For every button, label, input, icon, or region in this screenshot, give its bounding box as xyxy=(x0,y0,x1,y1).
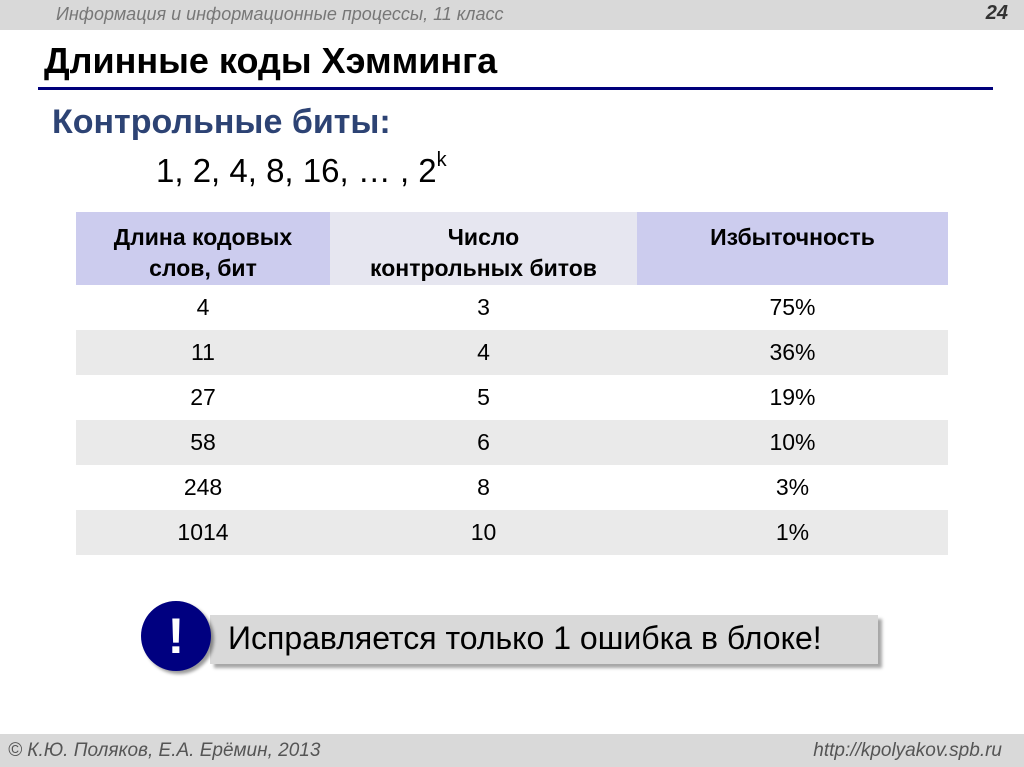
callout-text: Исправляется только 1 ошибка в блоке! xyxy=(228,620,822,656)
header-check-bits xyxy=(330,212,637,285)
cell-check-bits: 10 xyxy=(330,510,637,555)
table-row xyxy=(76,510,948,555)
cell-code-length: 11 xyxy=(76,330,330,375)
header-code-length xyxy=(76,212,330,285)
slide-title: Длинные коды Хэмминга xyxy=(44,40,498,81)
sequence-text: 1, 2, 4, 8, 16, … , 2 xyxy=(156,152,437,189)
header-code-length-line1: Длина кодовых xyxy=(113,224,293,250)
copyright: © К.Ю. Поляков, Е.А. Ерёмин, 2013 xyxy=(8,740,321,761)
hamming-table xyxy=(76,212,948,555)
course-name: Информация и информационные процессы, 11 класс xyxy=(56,4,504,24)
cell-code-length: 1014 xyxy=(76,510,330,555)
check-bit-sequence xyxy=(156,149,447,190)
page-number: 24 xyxy=(985,2,1008,24)
header-code-length-line2: слов, бит xyxy=(149,255,257,281)
cell-redundancy: 36% xyxy=(637,330,948,375)
header-redundancy xyxy=(637,212,948,285)
cell-redundancy: 19% xyxy=(769,384,816,410)
cell-code-length: 27 xyxy=(190,384,216,410)
table-row xyxy=(76,465,948,510)
site-url[interactable]: http://kpolyakov.spb.ru xyxy=(813,740,1002,761)
header-redundancy-label: Избыточность xyxy=(710,224,875,250)
table-row xyxy=(76,330,948,375)
table-row xyxy=(76,375,948,420)
cell-check-bits: 6 xyxy=(330,420,637,465)
cell-check-bits: 4 xyxy=(330,330,637,375)
cell-redundancy: 75% xyxy=(769,294,816,320)
cell-check-bits: 8 xyxy=(477,474,490,500)
table-row xyxy=(76,420,948,465)
exclamation-icon: ! xyxy=(141,601,211,671)
slide-subtitle: Контрольные биты: xyxy=(52,103,391,141)
cell-code-length: 58 xyxy=(76,420,330,465)
table-row xyxy=(76,285,948,330)
header-check-bits-line2: контрольных битов xyxy=(370,255,597,281)
cell-redundancy: 3% xyxy=(775,474,810,500)
title-divider xyxy=(38,87,993,90)
cell-code-length: 4 xyxy=(196,294,210,320)
cell-check-bits: 5 xyxy=(477,384,490,410)
table-header-row xyxy=(76,212,948,285)
cell-check-bits: 3 xyxy=(477,294,490,320)
cell-code-length: 248 xyxy=(183,474,223,500)
cell-redundancy: 10% xyxy=(637,420,948,465)
header-check-bits-line1: Число xyxy=(447,224,520,250)
sequence-exponent: k xyxy=(436,149,447,171)
cell-redundancy: 1% xyxy=(637,510,948,555)
